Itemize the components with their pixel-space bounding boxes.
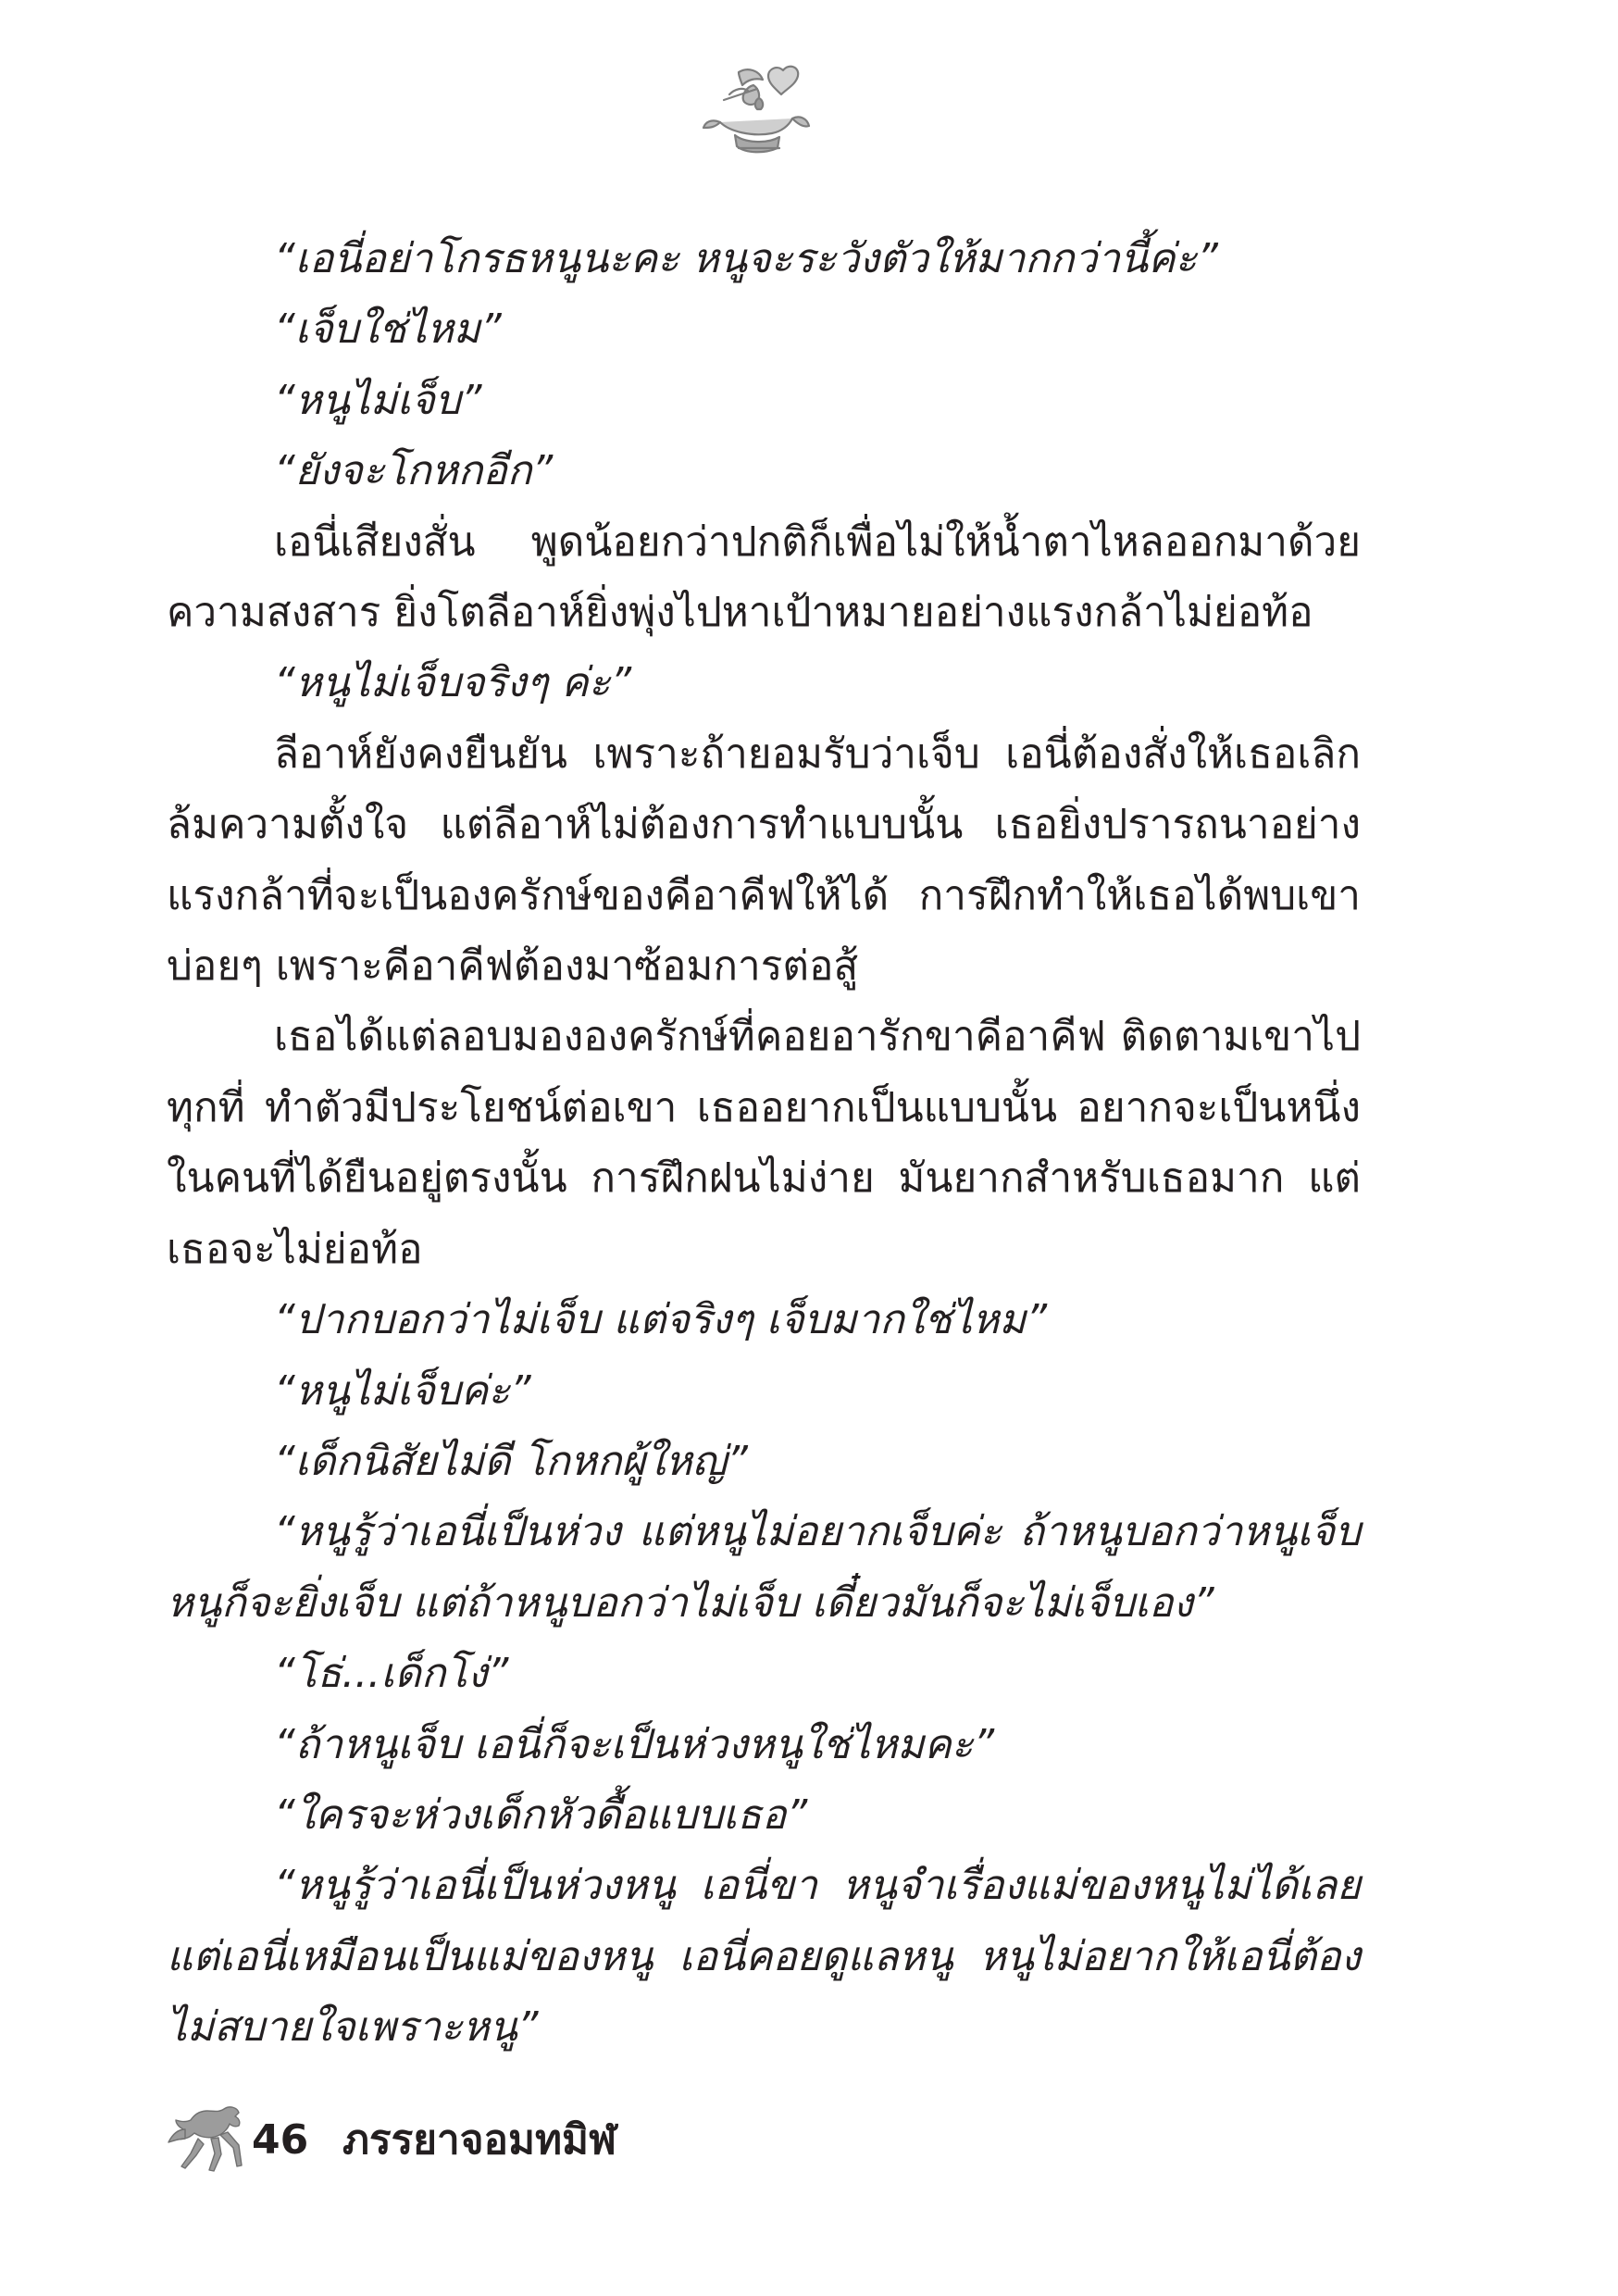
paragraph: “หนูไม่เจ็บจริงๆ ค่ะ” (274, 659, 632, 707)
paragraph: เธอได้แต่ลอบมององครักษ์ที่คอยอารักขาคีอาคีฟ ติดตามเขาไปทุกที่ ทำตัวมีประโยชน์ต่อเขา เธออยากเป็นแบบนั้น อยากจะเป็นหนึ่งในคนที่ได้ยืนอยู่ตรงนั้น การฝึกฝนไม่ง่าย มันยากสำหรับเธอมาก แต่เธอจะไม่ย่อท้อ (167, 1013, 1361, 1273)
paragraph: “หนูไม่เจ็บค่ะ” (274, 1366, 531, 1415)
body-text (167, 224, 1361, 2064)
horse-icon (167, 2102, 252, 2176)
paragraph: ลีอาห์ยังคงยืนยัน เพราะถ้ายอมรับว่าเจ็บ เอนี่ต้องสั่งให้เธอเลิกล้มความตั้งใจ แต่ลีอาห์ไม่ต้องการทำแบบนั้น เธอยิ่งปรารถนาอย่างแรงกล้าที่จะเป็นองครักษ์ของคีอาคีฟให้ได้ การฝึกทำให้เธอได้พบเขาบ่อยๆ เพราะคีอาคีฟต้องมาซ้อมการต่อสู้ (167, 730, 1361, 991)
page-footer (167, 2102, 907, 2176)
paragraph: “ใครจะห่วงเด็กหัวดื้อแบบเธอ” (274, 1791, 808, 1839)
book-title: ภรรยาจอมทมิฬ (342, 2116, 617, 2164)
paragraph: “หนูรู้ว่าเอนี่เป็นห่วง แต่หนูไม่อยากเจ็บค่ะ ถ้าหนูบอกว่าหนูเจ็บ หนูก็จะยิ่งเจ็บ แต่ถ้าหนูบอกว่าไม่เจ็บ เดี๋ยวมันก็จะไม่เจ็บเอง” (167, 1508, 1361, 1627)
paragraph: เอนี่เสียงสั่น พูดน้อยกว่าปกติก็เพื่อไม่ให้น้ำตาไหลออกมาด้วยความสงสาร ยิ่งโตลีอาห์ยิ่งพุ่งไปหาเป้าหมายอย่างแรงกล้าไม่ย่อท้อ (167, 518, 1361, 637)
paragraph: “หนูรู้ว่าเอนี่เป็นห่วงหนู เอนี่ขา หนูจำเรื่องแม่ของหนูไม่ได้เลย แต่เอนี่เหมือนเป็นแม่ของหนู เอนี่คอยดูแลหนู หนูไม่อยากให้เอนี่ต้องไม่สบายใจเพราะหนู” (167, 1862, 1361, 2052)
paragraph: “โธ่...เด็กโง่” (274, 1650, 509, 1698)
paragraph: “เด็กนิสัยไม่ดี โกหกผู้ใหญ่” (274, 1437, 748, 1485)
cupid-teapot-ornament-icon (702, 57, 816, 168)
paragraph: “ถ้าหนูเจ็บ เอนี่ก็จะเป็นห่วงหนูใช่ไหมคะ” (274, 1720, 995, 1768)
page-number: 46 (252, 2116, 309, 2164)
paragraph: “หนูไม่เจ็บ” (274, 376, 482, 424)
paragraph: “เจ็บใช่ไหม” (274, 306, 502, 354)
paragraph: “ยังจะโกหกอีก” (274, 447, 554, 495)
paragraph: “ปากบอกว่าไม่เจ็บ แต่จริงๆ เจ็บมากใช่ไหม” (274, 1296, 1048, 1344)
paragraph: “เอนี่อย่าโกรธหนูนะคะ หนูจะระวังตัวให้มากกว่านี้ค่ะ” (274, 235, 1218, 282)
